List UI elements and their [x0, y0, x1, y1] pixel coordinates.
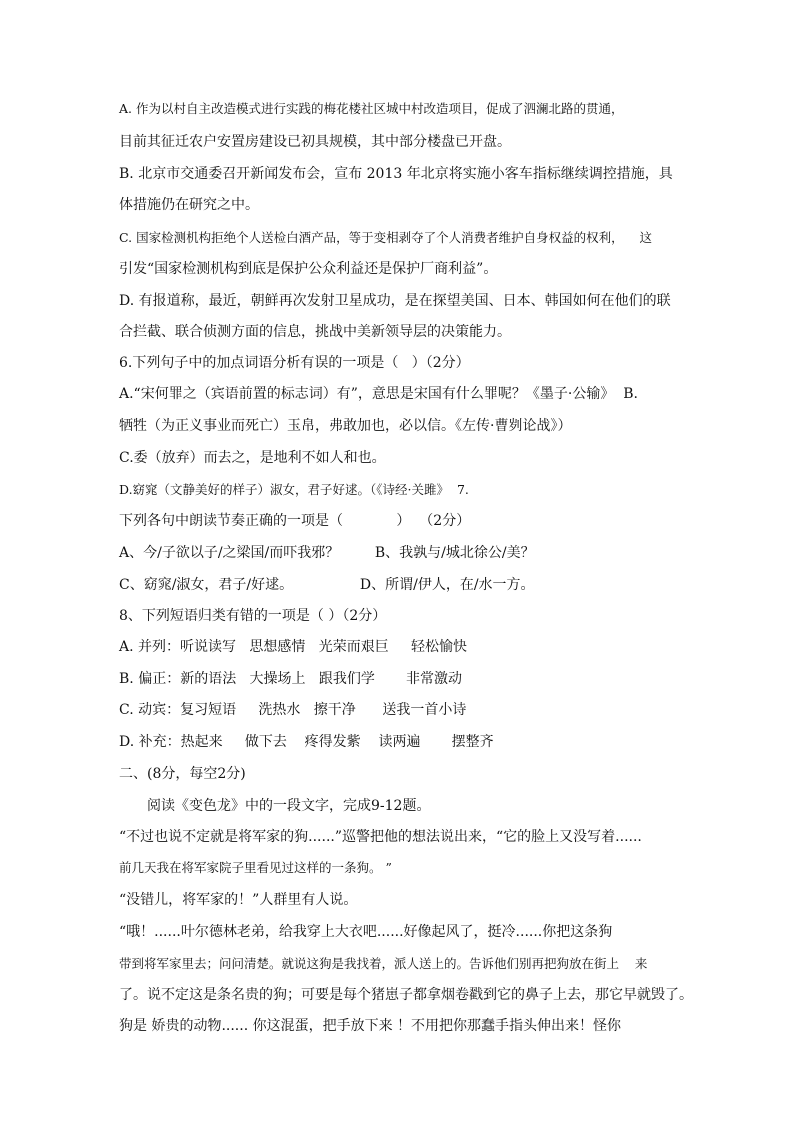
passage-line-5: 带到将军家里去；问问清楚。就说这狗是我找着，派人送上的。告诉他们别再把狗放在街上 来 [119, 956, 648, 971]
option-a-line-1: A. 作为以村自主改造模式进行实践的梅花楼社区城中村改造项目，促成了泗澜北路的贯通， [119, 101, 624, 116]
option-b-line-1: B. 北京市交通委召开新闻发布会，宣布 2013 年北京将实施小客车指标继续调控措施，具 [119, 166, 673, 182]
option-d-line-1: D. 有报道称，最近，朝鲜再次发射卫星成功，是在探望美国、日本、韩国如何在他们的联 [119, 293, 671, 309]
question-6: 6.下列句子中的加点词语分析有误的一项是（ ）（2分） [119, 355, 470, 371]
option-b-line-2: 体措施仍在研究之中。 [119, 197, 259, 213]
question-8: 8、下列短语归类有错的一项是（ ）（2分） [119, 608, 387, 624]
question-8-option-a: A. 并列：听说读写 思想感情 光荣而艰巨 轻松愉快 [119, 639, 467, 655]
section-two-heading: 二、(8分，每空2分) [119, 766, 246, 782]
passage-line-7: 狗是 娇贵的动物...... 你这混蛋，把手放下来 ！不用把你那蠢手指头伸出来！怪你 [119, 1018, 622, 1034]
passage-line-1: “不过也说不定就是将军家的狗......”巡警把他的想法说出来，“它的脸上又没写着...... [119, 829, 642, 845]
option-c-line-2: 引发“国家检测机构到底是保护公众利益还是保护厂商利益”。 [119, 261, 498, 277]
option-a-line-2: 目前其征迁农户安置房建设已初具规模，其中部分楼盘已开盘。 [119, 134, 511, 150]
question-6-option-a: A.“宋何罪之（宾语前置的标志词）有”，意思是宋国有什么罪呢？《墨子·公输》 B. [119, 386, 638, 402]
reading-instruction: 阅读《变色龙》中的一段文字，完成9-12题。 [147, 798, 431, 814]
passage-line-3: “没错儿，将军家的！”人群里有人说。 [119, 892, 358, 908]
question-6-option-c: C.委（放弃）而去之，是地利不如人和也。 [119, 450, 386, 466]
option-c-line-1: C. 国家检测机构拒绝个人送检白酒产品，等于变相剥夺了个人消费者维护自身权益的权利， 这 [119, 230, 652, 245]
question-8-option-d: D. 补充：热起来 做下去 疼得发紫 读两遍 摆整齐 [119, 734, 494, 750]
passage-line-4: “哦！......叶尔德林老弟，给我穿上大衣吧......好像起风了，挺冷......你把这条狗 [119, 924, 613, 940]
question-8-option-b: B. 偏正：新的语法 大操场上 跟我们学 非常激动 [119, 671, 463, 687]
passage-line-6: 了。说不定这是条名贵的狗；可要是每个猪崽子都拿烟卷戳到它的鼻子上去，那它早就毁了。 [119, 987, 693, 1003]
option-d-line-2: 合拦截、联合侦测方面的信息，挑战中美新领导层的决策能力。 [119, 324, 511, 340]
question-7-options-ab: A、今/子欲以子/之梁国/而吓我邪？ B、我孰与/城北徐公/美？ [119, 545, 535, 561]
question-7-options-cd: C、窈窕/淑女，君子/好逑。 D、所谓/伊人，在/水一方。 [119, 577, 535, 593]
question-6-option-b: 牺牲（为正义事业而死亡）玉帛，弗敢加也，必以信。《左传·曹刿论战》） [119, 418, 572, 434]
question-8-option-c: C. 动宾：复习短语 洗热水 擦干净 送我一首小诗 [119, 702, 467, 718]
passage-line-2: 前几天我在将军家院子里看见过这样的一条狗。 ” [119, 860, 392, 875]
question-6-option-d: D.窈窕（文静美好的样子）淑女，君子好逑。（《诗经·关雎》 7. [119, 482, 469, 497]
question-7: 下列各句中朗读节奏正确的一项是（ ） （2分） [119, 513, 471, 529]
